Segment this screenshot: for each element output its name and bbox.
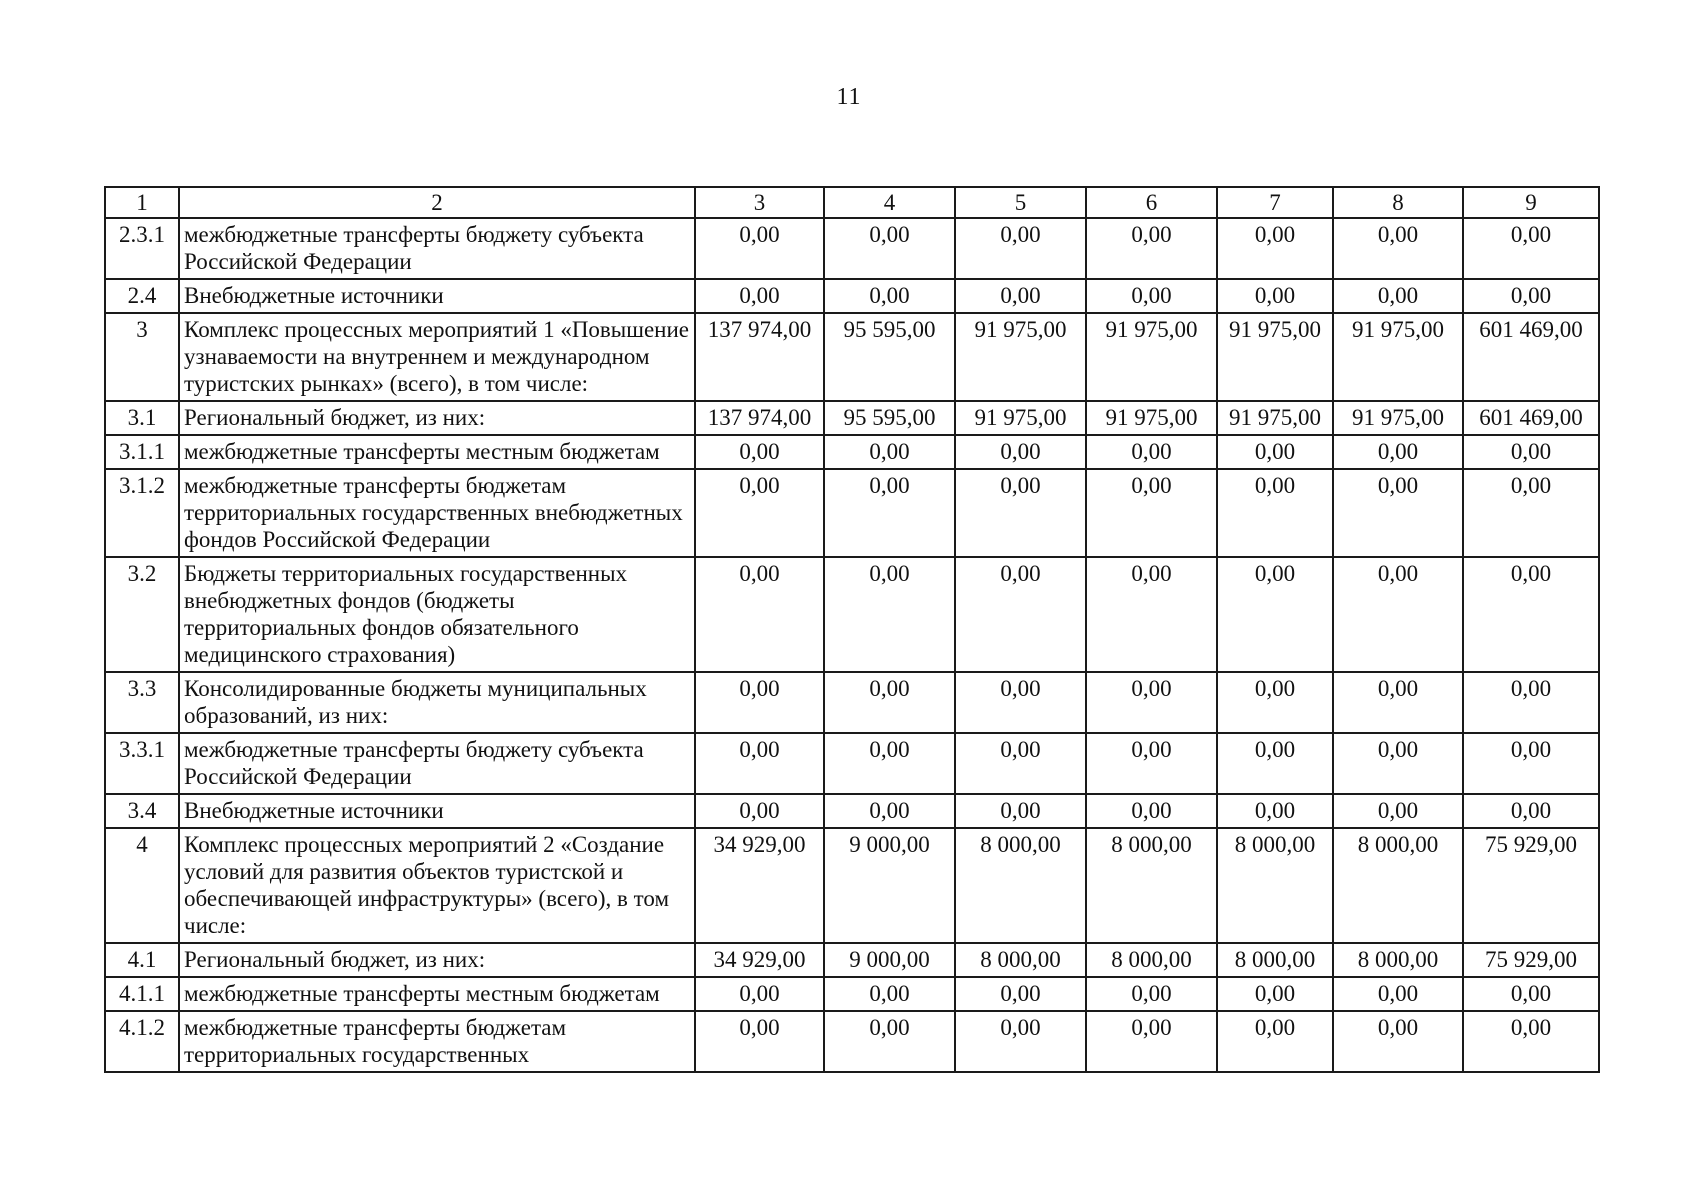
row-value: 0,00 (1086, 435, 1217, 469)
row-value: 0,00 (1086, 977, 1217, 1011)
column-header: 9 (1463, 187, 1599, 218)
row-name: Консолидированные бюджеты муниципальных образований, из них: (179, 672, 695, 733)
row-value: 0,00 (955, 977, 1086, 1011)
row-value: 0,00 (1217, 794, 1333, 828)
row-value: 0,00 (955, 794, 1086, 828)
budget-table (104, 186, 1600, 1073)
row-name: Региональный бюджет, из них: (179, 401, 695, 435)
column-header: 4 (824, 187, 955, 218)
row-value: 0,00 (1333, 218, 1463, 279)
row-value: 0,00 (824, 469, 955, 557)
row-value: 8 000,00 (1333, 943, 1463, 977)
row-value: 0,00 (824, 672, 955, 733)
column-header: 1 (105, 187, 179, 218)
row-code: 2.4 (105, 279, 179, 313)
table-row (105, 943, 1599, 977)
row-value: 0,00 (1333, 279, 1463, 313)
row-value: 0,00 (1217, 557, 1333, 672)
row-value: 0,00 (1463, 977, 1599, 1011)
row-value: 0,00 (1086, 279, 1217, 313)
row-value: 0,00 (695, 794, 824, 828)
row-value: 91 975,00 (1333, 401, 1463, 435)
table-row (105, 557, 1599, 672)
row-code: 4.1.1 (105, 977, 179, 1011)
row-value: 75 929,00 (1463, 828, 1599, 943)
row-code: 3.1.2 (105, 469, 179, 557)
row-code: 3.1.1 (105, 435, 179, 469)
row-value: 0,00 (824, 279, 955, 313)
row-value: 0,00 (1333, 469, 1463, 557)
row-value: 0,00 (1333, 1011, 1463, 1072)
row-value: 0,00 (955, 469, 1086, 557)
row-value: 0,00 (1463, 794, 1599, 828)
row-value: 0,00 (1333, 977, 1463, 1011)
row-name: Бюджеты территориальных государственных внебюджетных фондов (бюджеты территориальных фондов обязательного медицинского страхования) (179, 557, 695, 672)
row-value: 91 975,00 (1217, 313, 1333, 401)
row-value: 0,00 (1217, 279, 1333, 313)
column-header: 5 (955, 187, 1086, 218)
row-value: 91 975,00 (955, 313, 1086, 401)
row-value: 0,00 (824, 218, 955, 279)
row-value: 8 000,00 (955, 828, 1086, 943)
row-value: 91 975,00 (1086, 401, 1217, 435)
row-value: 91 975,00 (955, 401, 1086, 435)
row-name: Внебюджетные источники (179, 279, 695, 313)
row-value: 0,00 (695, 557, 824, 672)
row-value: 0,00 (695, 279, 824, 313)
row-value: 0,00 (824, 794, 955, 828)
row-value: 0,00 (1333, 794, 1463, 828)
row-value: 34 929,00 (695, 943, 824, 977)
row-value: 0,00 (1463, 733, 1599, 794)
row-value: 95 595,00 (824, 313, 955, 401)
row-value: 0,00 (1463, 435, 1599, 469)
table-row (105, 435, 1599, 469)
column-header: 8 (1333, 187, 1463, 218)
row-value: 8 000,00 (955, 943, 1086, 977)
row-value: 8 000,00 (1217, 828, 1333, 943)
table-row (105, 733, 1599, 794)
row-value: 0,00 (1217, 218, 1333, 279)
row-value: 0,00 (1463, 672, 1599, 733)
table-row (105, 828, 1599, 943)
row-value: 0,00 (695, 977, 824, 1011)
column-header: 2 (179, 187, 695, 218)
row-name: межбюджетные трансферты местным бюджетам (179, 435, 695, 469)
row-code: 4.1 (105, 943, 179, 977)
row-name: Региональный бюджет, из них: (179, 943, 695, 977)
row-code: 3.4 (105, 794, 179, 828)
row-value: 8 000,00 (1333, 828, 1463, 943)
row-value: 0,00 (695, 672, 824, 733)
row-value: 8 000,00 (1086, 828, 1217, 943)
row-value: 95 595,00 (824, 401, 955, 435)
row-value: 0,00 (955, 279, 1086, 313)
row-value: 0,00 (1086, 557, 1217, 672)
row-value: 91 975,00 (1333, 313, 1463, 401)
row-value: 0,00 (1217, 435, 1333, 469)
row-value: 601 469,00 (1463, 313, 1599, 401)
row-value: 0,00 (955, 557, 1086, 672)
row-value: 91 975,00 (1086, 313, 1217, 401)
row-value: 0,00 (1333, 557, 1463, 672)
row-value: 0,00 (695, 1011, 824, 1072)
row-value: 0,00 (824, 557, 955, 672)
column-header: 7 (1217, 187, 1333, 218)
row-code: 3.1 (105, 401, 179, 435)
row-code: 3.3.1 (105, 733, 179, 794)
column-header: 6 (1086, 187, 1217, 218)
row-value: 0,00 (1217, 1011, 1333, 1072)
row-value: 0,00 (695, 469, 824, 557)
row-value: 0,00 (1333, 733, 1463, 794)
page-number: 11 (836, 84, 862, 110)
row-value: 9 000,00 (824, 943, 955, 977)
row-value: 0,00 (1086, 794, 1217, 828)
row-value: 601 469,00 (1463, 401, 1599, 435)
row-name: межбюджетные трансферты бюджетам территориальных государственных внебюджетных фондов Российской Федерации (179, 469, 695, 557)
row-value: 0,00 (824, 1011, 955, 1072)
table-row (105, 1011, 1599, 1072)
row-name: Комплекс процессных мероприятий 1 «Повышение узнаваемости на внутреннем и международном туристских рынках» (всего), в том числе: (179, 313, 695, 401)
row-name: межбюджетные трансферты местным бюджетам (179, 977, 695, 1011)
table-row (105, 279, 1599, 313)
column-number-row (105, 187, 1599, 218)
row-value: 0,00 (1463, 557, 1599, 672)
row-value: 0,00 (1463, 1011, 1599, 1072)
table-row (105, 218, 1599, 279)
row-value: 137 974,00 (695, 401, 824, 435)
row-value: 0,00 (955, 672, 1086, 733)
row-value: 75 929,00 (1463, 943, 1599, 977)
row-value: 8 000,00 (1086, 943, 1217, 977)
row-value: 0,00 (695, 733, 824, 794)
table-row (105, 469, 1599, 557)
row-value: 0,00 (695, 218, 824, 279)
row-code: 3 (105, 313, 179, 401)
row-value: 0,00 (1086, 672, 1217, 733)
row-value: 0,00 (1217, 977, 1333, 1011)
row-value: 0,00 (955, 218, 1086, 279)
row-value: 0,00 (1217, 469, 1333, 557)
row-value: 0,00 (1463, 469, 1599, 557)
table-row (105, 794, 1599, 828)
row-value: 34 929,00 (695, 828, 824, 943)
row-code: 2.3.1 (105, 218, 179, 279)
row-value: 0,00 (824, 977, 955, 1011)
table-body (105, 218, 1599, 1072)
table-row (105, 672, 1599, 733)
row-value: 0,00 (1086, 469, 1217, 557)
row-value: 0,00 (824, 733, 955, 794)
row-value: 137 974,00 (695, 313, 824, 401)
table-row (105, 313, 1599, 401)
row-value: 0,00 (695, 435, 824, 469)
row-value: 91 975,00 (1217, 401, 1333, 435)
row-name: Внебюджетные источники (179, 794, 695, 828)
column-header: 3 (695, 187, 824, 218)
row-value: 0,00 (1333, 672, 1463, 733)
row-value: 0,00 (955, 1011, 1086, 1072)
table-row (105, 977, 1599, 1011)
row-value: 0,00 (955, 435, 1086, 469)
row-code: 3.2 (105, 557, 179, 672)
row-value: 0,00 (1086, 1011, 1217, 1072)
row-value: 0,00 (1333, 435, 1463, 469)
row-value: 8 000,00 (1217, 943, 1333, 977)
row-name: межбюджетные трансферты бюджетам территориальных государственных (179, 1011, 695, 1072)
table-row (105, 401, 1599, 435)
row-name: Комплекс процессных мероприятий 2 «Создание условий для развития объектов туристской и обеспечивающей инфраструктуры» (всего), в том числе: (179, 828, 695, 943)
row-name: межбюджетные трансферты бюджету субъекта Российской Федерации (179, 733, 695, 794)
row-value: 0,00 (955, 733, 1086, 794)
row-value: 0,00 (1217, 733, 1333, 794)
row-value: 9 000,00 (824, 828, 955, 943)
row-value: 0,00 (1086, 733, 1217, 794)
row-code: 3.3 (105, 672, 179, 733)
row-code: 4.1.2 (105, 1011, 179, 1072)
row-value: 0,00 (824, 435, 955, 469)
row-value: 0,00 (1086, 218, 1217, 279)
row-code: 4 (105, 828, 179, 943)
row-value: 0,00 (1217, 672, 1333, 733)
row-value: 0,00 (1463, 279, 1599, 313)
row-value: 0,00 (1463, 218, 1599, 279)
row-name: межбюджетные трансферты бюджету субъекта Российской Федерации (179, 218, 695, 279)
